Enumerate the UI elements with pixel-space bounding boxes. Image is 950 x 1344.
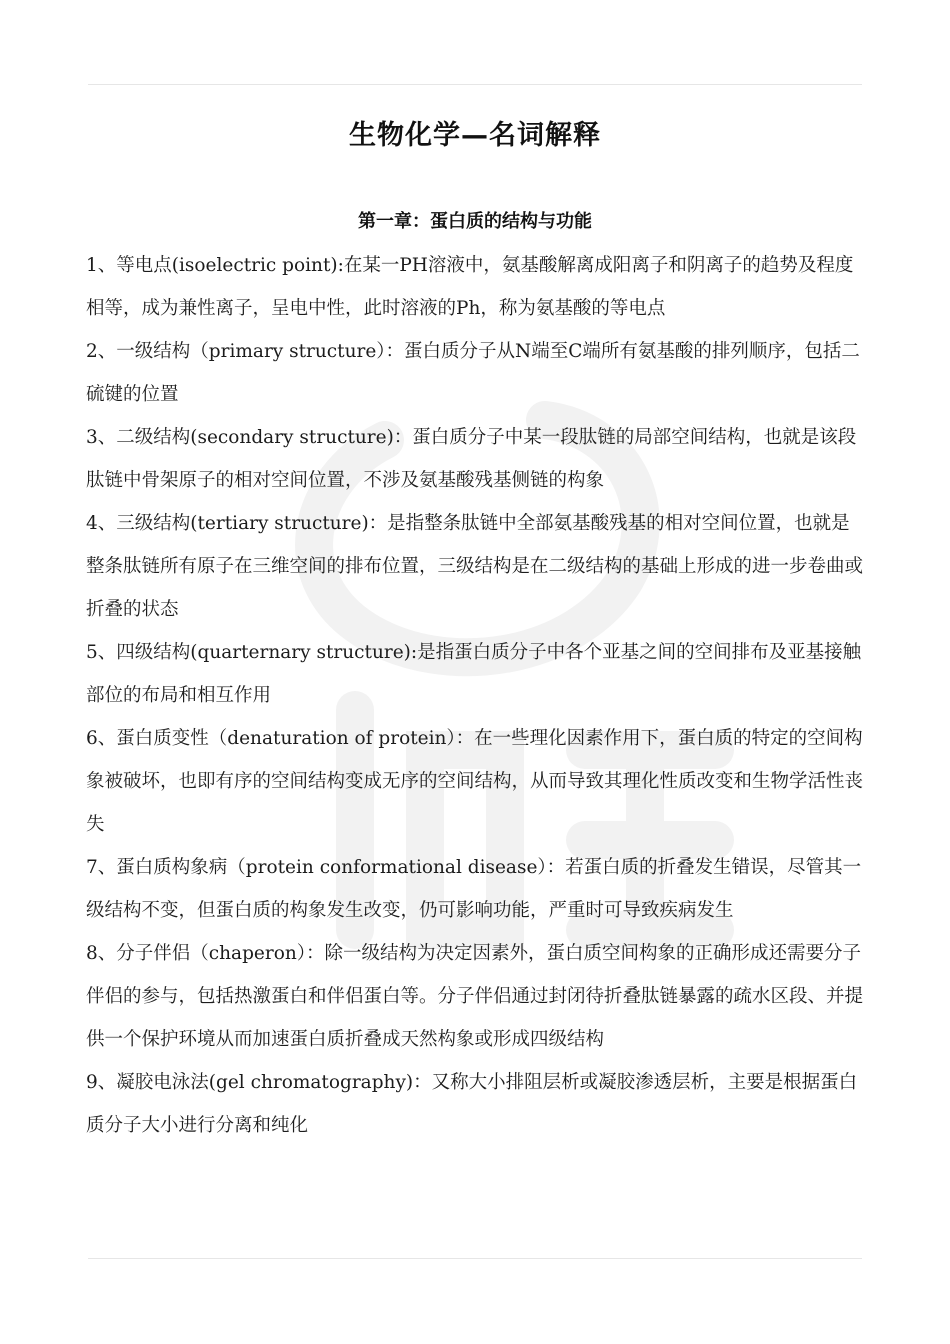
chapter-heading: 第一章：蛋白质的结构与功能 <box>358 211 592 232</box>
definition-isoelectric-point: 1、等电点(isoelectric point):在某一PH溶液中，氨基酸解离成阳离子和阴离子的趋势及程度相等，成为兼性离子，呈电中性，此时溶液的Ph，称为氨基酸的等电点 <box>86 255 854 319</box>
definitions-list <box>86 244 866 1147</box>
bottom-divider <box>88 1258 862 1259</box>
definition-primary-structure: 2、一级结构（primary structure）：蛋白质分子从N端至C端所有氨基酸的排列顺序，包括二硫键的位置 <box>86 341 860 405</box>
definition-gel-chromatography: 9、凝胶电泳法(gel chromatography)：又称大小排阻层析或凝胶渗透层析，主要是根据蛋白质分子大小进行分离和纯化 <box>86 1072 858 1136</box>
definition-protein-conformational-disease: 7、蛋白质构象病（protein conformational disease）：若蛋白质的折叠发生错误，尽管其一级结构不变，但蛋白质的构象发生改变，仍可影响功能，严重时可导致疾病发生 <box>86 857 862 921</box>
definition-quaternary-structure: 5、四级结构(quarternary structure):是指蛋白质分子中各个亚基之间的空间排布及亚基接触部位的布局和相互作用 <box>86 642 862 706</box>
page-title: 生物化学—名词解释 <box>349 120 601 151</box>
definition-chaperon: 8、分子伴侣（chaperon）：除一级结构为决定因素外，蛋白质空间构象的正确形成还需要分子伴侣的参与，包括热激蛋白和伴侣蛋白等。分子伴侣通过封闭待折叠肽链暴露的疏水区段、并提供一个保护环境从而加速蛋白质折叠成天然构象或形成四级结构 <box>86 943 864 1050</box>
definition-tertiary-structure: 4、三级结构(tertiary structure)：是指整条肽链中全部氨基酸残基的相对空间位置，也就是整条肽链所有原子在三维空间的排布位置，三级结构是在二级结构的基础上形成的进一步卷曲或折叠的状态 <box>86 513 864 620</box>
definition-secondary-structure: 3、二级结构(secondary structure)：蛋白质分子中某一段肽链的局部空间结构，也就是该段肽链中骨架原子的相对空间位置，不涉及氨基酸残基侧链的构象 <box>86 427 857 491</box>
top-divider <box>88 84 862 85</box>
definition-protein-denaturation: 6、蛋白质变性（denaturation of protein）：在一些理化因素作用下，蛋白质的特定的空间构象被破坏，也即有序的空间结构变成无序的空间结构，从而导致其理化性质改变和生物学活性丧失 <box>86 728 864 835</box>
